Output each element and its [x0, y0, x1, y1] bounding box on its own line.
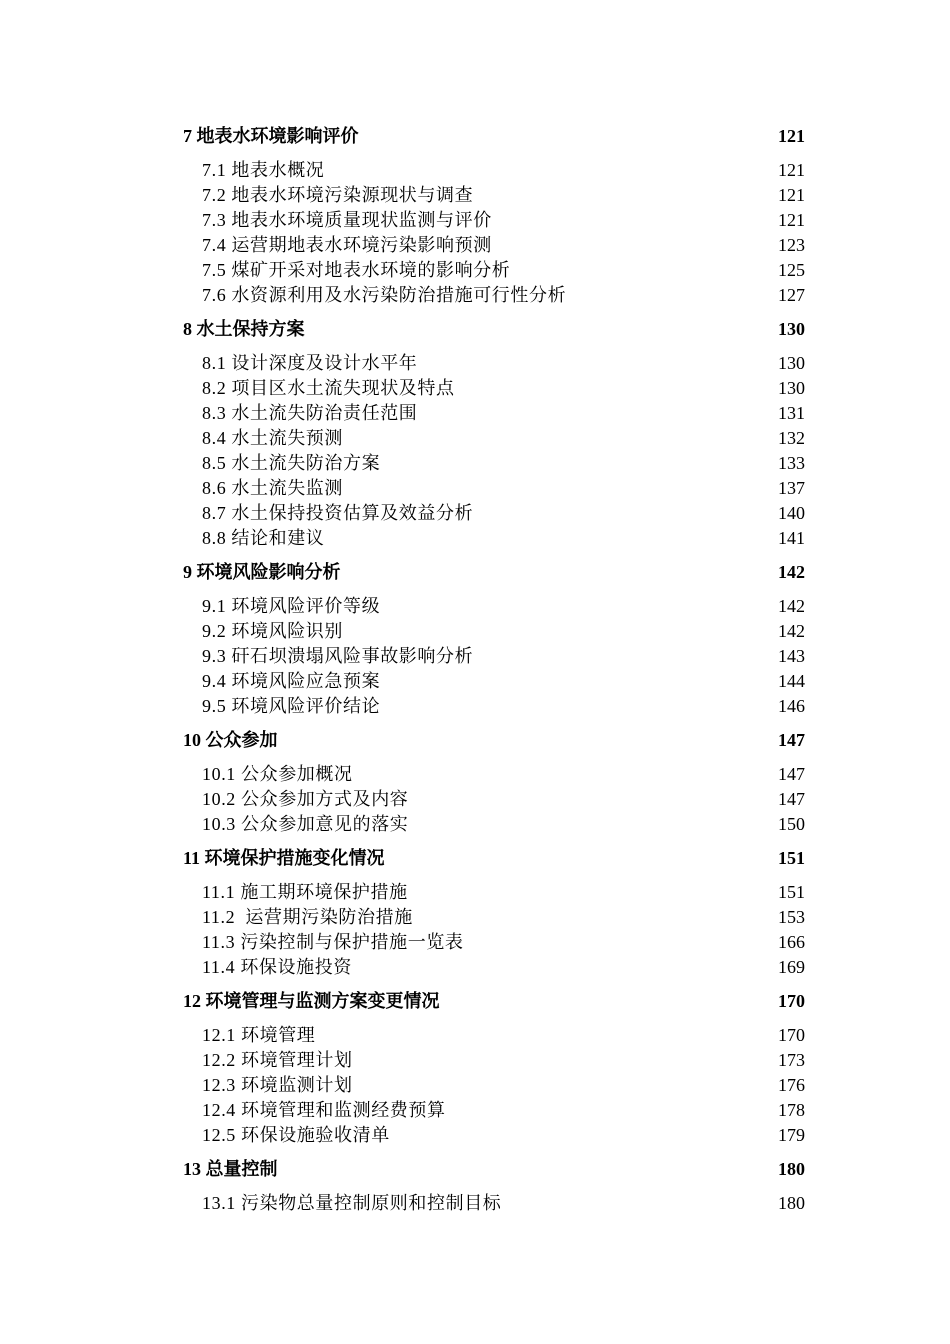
- section-page-number: 121: [778, 160, 805, 180]
- section-page-number: 121: [778, 185, 805, 205]
- section-page-number: 180: [778, 1193, 805, 1213]
- section-list: [183, 762, 805, 837]
- section-title: 8.8 结论和建议: [202, 528, 325, 548]
- section-title: 11.1 施工期环境保护措施: [202, 882, 408, 902]
- section-title: 9.4 环境风险应急预案: [202, 671, 381, 691]
- section-title: 7.3 地表水环境质量现状监测与评价: [202, 210, 492, 230]
- section-title: 12.5 环保设施验收清单: [202, 1125, 390, 1145]
- toc-section-entry[interactable]: [183, 208, 805, 233]
- toc-section-entry[interactable]: [183, 762, 805, 787]
- toc-chapter-entry[interactable]: [183, 989, 805, 1014]
- section-page-number: 173: [778, 1050, 805, 1070]
- chapter-title: 11 环境保护措施变化情况: [183, 848, 385, 868]
- toc-section-entry[interactable]: [183, 258, 805, 283]
- section-title: 8.5 水土流失防治方案: [202, 453, 381, 473]
- section-title: 11.2 运营期污染防治措施: [202, 907, 413, 927]
- section-title: 11.4 环保设施投资: [202, 957, 352, 977]
- section-title: 7.5 煤矿开采对地表水环境的影响分析: [202, 260, 511, 280]
- section-page-number: 132: [778, 428, 805, 448]
- section-title: 8.3 水土流失防治责任范围: [202, 403, 418, 423]
- toc-section-entry[interactable]: [183, 669, 805, 694]
- toc-section-entry[interactable]: [183, 426, 805, 451]
- section-list: [183, 351, 805, 551]
- toc-section-entry[interactable]: [183, 930, 805, 955]
- toc-section-entry[interactable]: [183, 812, 805, 837]
- section-list: [183, 594, 805, 719]
- toc-section-entry[interactable]: [183, 905, 805, 930]
- toc-section-entry[interactable]: [183, 401, 805, 426]
- toc-section-entry[interactable]: [183, 880, 805, 905]
- chapter-title: 10 公众参加: [183, 730, 278, 750]
- chapter-page-number: 170: [778, 991, 805, 1011]
- chapter-title: 13 总量控制: [183, 1159, 278, 1179]
- chapter-title: 9 环境风险影响分析: [183, 562, 341, 582]
- toc-section-entry[interactable]: [183, 594, 805, 619]
- toc-section-entry[interactable]: [183, 1073, 805, 1098]
- section-page-number: 179: [778, 1125, 805, 1145]
- section-title: 8.1 设计深度及设计水平年: [202, 353, 418, 373]
- section-title: 7.6 水资源利用及水污染防治措施可行性分析: [202, 285, 567, 305]
- section-page-number: 170: [778, 1025, 805, 1045]
- chapter-page-number: 130: [778, 319, 805, 339]
- section-title: 13.1 污染物总量控制原则和控制目标: [202, 1193, 502, 1213]
- section-page-number: 140: [778, 503, 805, 523]
- section-title: 12.1 环境管理: [202, 1025, 316, 1045]
- chapter-title: 8 水土保持方案: [183, 319, 305, 339]
- toc-section-entry[interactable]: [183, 1123, 805, 1148]
- toc-section-entry[interactable]: [183, 644, 805, 669]
- section-page-number: 150: [778, 814, 805, 834]
- section-page-number: 127: [778, 285, 805, 305]
- section-list: [183, 1023, 805, 1148]
- toc-chapter-entry[interactable]: [183, 1157, 805, 1182]
- toc-chapter-entry[interactable]: [183, 728, 805, 753]
- toc-chapter-entry[interactable]: [183, 560, 805, 585]
- toc-section-entry[interactable]: [183, 619, 805, 644]
- chapter-page-number: 151: [778, 848, 805, 868]
- section-title: 8.2 项目区水土流失现状及特点: [202, 378, 455, 398]
- section-title: 9.1 环境风险评价等级: [202, 596, 381, 616]
- toc-section-entry[interactable]: [183, 183, 805, 208]
- section-page-number: 130: [778, 378, 805, 398]
- toc-section-entry[interactable]: [183, 526, 805, 551]
- chapter-title: 12 环境管理与监测方案变更情况: [183, 991, 440, 1011]
- toc-section-entry[interactable]: [183, 955, 805, 980]
- toc-chapter-entry[interactable]: [183, 317, 805, 342]
- section-title: 8.6 水土流失监测: [202, 478, 343, 498]
- chapter-page-number: 180: [778, 1159, 805, 1179]
- table-of-contents: [183, 124, 805, 1225]
- section-page-number: 131: [778, 403, 805, 423]
- section-page-number: 123: [778, 235, 805, 255]
- section-title: 9.3 矸石坝溃塌风险事故影响分析: [202, 646, 474, 666]
- section-page-number: 147: [778, 764, 805, 784]
- section-page-number: 166: [778, 932, 805, 952]
- section-list: [183, 880, 805, 980]
- section-page-number: 125: [778, 260, 805, 280]
- chapter-page-number: 142: [778, 562, 805, 582]
- section-page-number: 169: [778, 957, 805, 977]
- section-page-number: 178: [778, 1100, 805, 1120]
- section-list: [183, 158, 805, 308]
- toc-section-entry[interactable]: [183, 376, 805, 401]
- section-list: [183, 1191, 805, 1216]
- section-page-number: 133: [778, 453, 805, 473]
- section-title: 9.2 环境风险识别: [202, 621, 343, 641]
- section-title: 11.3 污染控制与保护措施一览表: [202, 932, 464, 952]
- toc-chapter-entry[interactable]: [183, 846, 805, 871]
- toc-section-entry[interactable]: [183, 158, 805, 183]
- section-page-number: 137: [778, 478, 805, 498]
- chapter-page-number: 121: [778, 126, 805, 146]
- toc-section-entry[interactable]: [183, 283, 805, 308]
- chapter-title: 7 地表水环境影响评价: [183, 126, 359, 146]
- toc-section-entry[interactable]: [183, 1191, 805, 1216]
- section-title: 8.4 水土流失预测: [202, 428, 343, 448]
- toc-section-entry[interactable]: [183, 451, 805, 476]
- toc-section-entry[interactable]: [183, 1048, 805, 1073]
- toc-section-entry[interactable]: [183, 787, 805, 812]
- toc-section-entry[interactable]: [183, 233, 805, 258]
- section-title: 10.3 公众参加意见的落实: [202, 814, 409, 834]
- section-title: 12.3 环境监测计划: [202, 1075, 353, 1095]
- toc-chapter-entry[interactable]: [183, 124, 805, 149]
- section-title: 10.1 公众参加概况: [202, 764, 353, 784]
- section-page-number: 121: [778, 210, 805, 230]
- section-title: 10.2 公众参加方式及内容: [202, 789, 409, 809]
- section-title: 9.5 环境风险评价结论: [202, 696, 381, 716]
- chapter-page-number: 147: [778, 730, 805, 750]
- section-page-number: 144: [778, 671, 805, 691]
- section-page-number: 143: [778, 646, 805, 666]
- section-page-number: 176: [778, 1075, 805, 1095]
- section-title: 12.4 环境管理和监测经费预算: [202, 1100, 446, 1120]
- section-title: 7.2 地表水环境污染源现状与调查: [202, 185, 474, 205]
- section-page-number: 142: [778, 596, 805, 616]
- section-title: 7.4 运营期地表水环境污染影响预测: [202, 235, 492, 255]
- section-page-number: 153: [778, 907, 805, 927]
- toc-section-entry[interactable]: [183, 1023, 805, 1048]
- toc-section-entry[interactable]: [183, 694, 805, 719]
- toc-section-entry[interactable]: [183, 1098, 805, 1123]
- section-page-number: 147: [778, 789, 805, 809]
- section-title: 8.7 水土保持投资估算及效益分析: [202, 503, 474, 523]
- section-title: 12.2 环境管理计划: [202, 1050, 353, 1070]
- section-page-number: 146: [778, 696, 805, 716]
- section-page-number: 151: [778, 882, 805, 902]
- section-page-number: 130: [778, 353, 805, 373]
- section-page-number: 142: [778, 621, 805, 641]
- section-title: 7.1 地表水概况: [202, 160, 325, 180]
- section-page-number: 141: [778, 528, 805, 548]
- toc-section-entry[interactable]: [183, 476, 805, 501]
- toc-section-entry[interactable]: [183, 351, 805, 376]
- toc-section-entry[interactable]: [183, 501, 805, 526]
